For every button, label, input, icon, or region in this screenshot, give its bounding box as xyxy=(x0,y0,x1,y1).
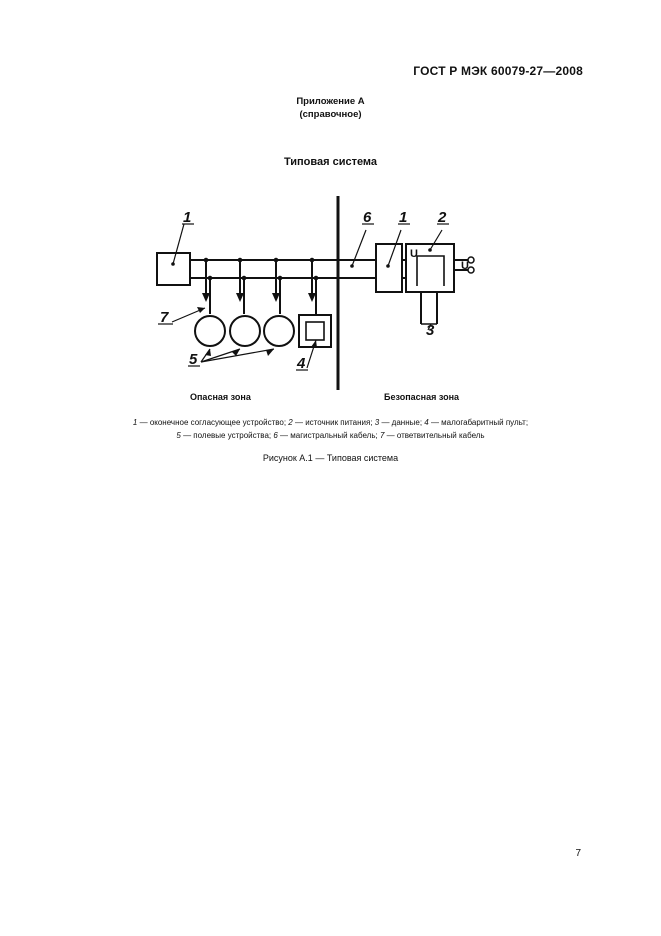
arrow-branch-1 xyxy=(202,293,210,302)
section-title: Типовая система xyxy=(283,156,378,168)
callout-6: 6 xyxy=(363,209,372,226)
callout-5: 5 xyxy=(189,351,198,368)
branch-4 xyxy=(312,260,316,314)
callout-3: 3 xyxy=(426,322,435,339)
arrow-branch-3 xyxy=(272,293,280,302)
voltage-label-inner: U xyxy=(410,248,418,260)
legend-line-1: 1 — оконечное согласующее устройство; 2 — источник питания; 3 — данные; 4 — малогабаритный пульт; xyxy=(132,418,529,427)
arrow-branch-2 xyxy=(236,293,244,302)
callout-2: 2 xyxy=(438,209,447,226)
terminator-left-box xyxy=(157,253,190,285)
annex-title: Приложение А xyxy=(296,96,365,107)
callout-1-right: 1 xyxy=(399,209,408,226)
arrow-branch-4 xyxy=(308,293,316,302)
page-number: 7 xyxy=(575,848,581,859)
legend-line-2: 5 — полевые устройства; 6 — магистральный кабель; 7 — ответвительный кабель xyxy=(176,431,485,440)
field-device-3 xyxy=(264,316,294,346)
callout-1-left: 1 xyxy=(183,209,192,226)
typical-system-diagram xyxy=(0,190,661,400)
terminator-right-box xyxy=(376,244,402,292)
hazardous-zone-label: Опасная зона xyxy=(190,392,251,402)
figure-caption: Рисунок А.1 — Типовая система xyxy=(262,453,399,463)
voltage-label-outer: U xyxy=(461,260,469,272)
field-device-2 xyxy=(230,316,260,346)
branch-1 xyxy=(206,260,210,314)
callout-7: 7 xyxy=(160,309,169,326)
safe-zone-label: Безопасная зона xyxy=(384,392,460,402)
callout-4: 4 xyxy=(297,355,306,372)
document-header: ГОСТ Р МЭК 60079-27—2008 xyxy=(413,64,583,78)
branch-2 xyxy=(240,260,244,314)
field-device-1 xyxy=(195,316,225,346)
branch-3 xyxy=(276,260,280,314)
annex-subtitle: (справочное) xyxy=(299,109,362,120)
